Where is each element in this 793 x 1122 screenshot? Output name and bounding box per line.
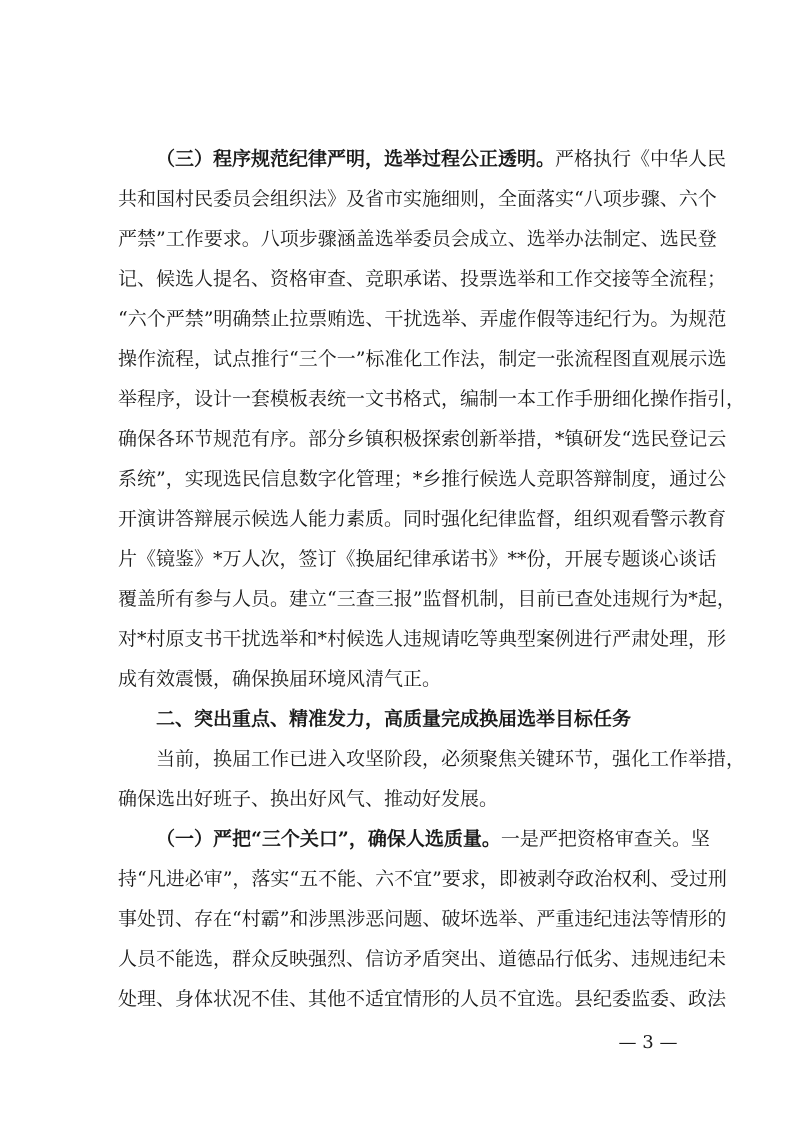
paragraph-line: 成有效震慑，确保换届环境风清气正。 <box>118 668 442 690</box>
paragraph-line: 处理、身体状况不佳、其他不适宜情形的人员不宜选。县纪委监委、政法 <box>118 988 727 1010</box>
paragraph-line: 系统”，实现选民信息数字化管理；*乡推行候选人竞职答辩制度，通过公 <box>118 468 727 490</box>
paragraph-line: （三）程序规范纪律严明，选举过程公正透明。严格执行《中华人民 <box>156 148 727 170</box>
paragraph-line: 记、候选人提名、资格审查、竞职承诺、投票选举和工作交接等全流程； <box>118 268 727 290</box>
paragraph-line: 覆盖所有参与人员。建立“三查三报”监督机制，目前已查处违规行为*起， <box>118 588 736 610</box>
page-number: — 3 — <box>618 1032 678 1053</box>
section-heading: 二、突出重点、精准发力，高质量完成换届选举目标任务 <box>156 708 632 730</box>
paragraph-line: 举程序，设计一套模板表统一文书格式，编制一本工作手册细化操作指引， <box>118 388 746 410</box>
subsection-lead: （一）严把“三个关口”，确保人选质量。 <box>156 828 501 850</box>
paragraph-line: 开演讲答辩展示候选人能力素质。同时强化纪律监督，组织观看警示教育 <box>118 508 727 530</box>
paragraph-line: 片《镜鉴》*万人次，签订《换届纪律承诺书》**份，开展专题谈心谈话 <box>118 548 717 570</box>
paragraph-line: 操作流程，试点推行“三个一”标准化工作法，制定一张流程图直观展示选 <box>118 348 727 370</box>
paragraph-line: 事处罚、存在“村霸”和涉黑涉恶问题、破坏选举、严重违纪违法等情形的 <box>118 908 727 930</box>
paragraph-line: 共和国村民委员会组织法》及省市实施细则，全面落实“八项步骤、六个 <box>118 188 717 210</box>
subsection-lead: （三）程序规范纪律严明，选举过程公正透明。 <box>156 148 556 170</box>
paragraph-line: 确保各环节规范有序。部分乡镇积极探索创新举措，*镇研发“选民登记云 <box>118 428 727 450</box>
paragraph-line: 严禁”工作要求。八项步骤涵盖选举委员会成立、选举办法制定、选民登 <box>118 228 717 250</box>
paragraph-line: “六个严禁”明确禁止拉票贿选、干扰选举、弄虚作假等违纪行为。为规范 <box>118 308 727 330</box>
paragraph-line: 确保选出好班子、换出好风气、推动好发展。 <box>118 788 499 810</box>
paragraph-line: 人员不能选，群众反映强烈、信访矛盾突出、道德品行低劣、违规违纪未 <box>118 948 727 970</box>
paragraph-line: 当前，换届工作已进入攻坚阶段，必须聚焦关键环节，强化工作举措， <box>156 748 746 770</box>
paragraph-line: （一）严把“三个关口”，确保人选质量。一是严把资格审查关。坚 <box>156 828 710 850</box>
paragraph-line: 持“凡进必审”，落实“五不能、六不宜”要求，即被剥夺政治权利、受过刑 <box>118 868 727 890</box>
paragraph-line: 对*村原支书干扰选举和*村候选人违规请吃等典型案例进行严肃处理，形 <box>118 628 727 650</box>
